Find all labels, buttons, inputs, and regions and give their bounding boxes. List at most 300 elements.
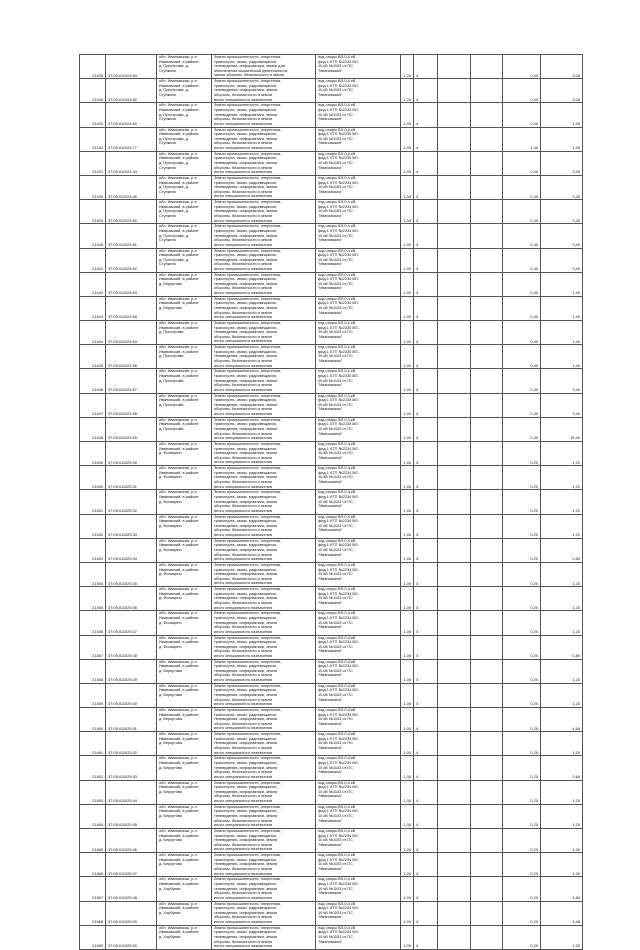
addr-line: Ивановский, в районе bbox=[159, 687, 199, 693]
permitted-use-cell bbox=[316, 272, 401, 296]
value-2-cell: 3,40 bbox=[541, 79, 583, 103]
empty-cell bbox=[471, 151, 503, 175]
value-2-cell: 3,40 bbox=[541, 224, 583, 248]
area-cell: 1,00 bbox=[401, 925, 414, 949]
cat-line: иного специального назначения bbox=[214, 628, 272, 634]
cat-line: транспорта, связи, радиовещания, bbox=[214, 590, 277, 596]
use-line: под опоры ВЛ-0,4 кВ bbox=[318, 368, 356, 374]
use-line: "Ивановская" bbox=[318, 720, 343, 726]
cat-line: обороны, безопасности и земли bbox=[214, 720, 272, 726]
address-cell bbox=[157, 442, 212, 466]
empty-cell bbox=[471, 296, 503, 320]
use-line: фид.1 КТП №2234 ВЛ- bbox=[318, 131, 359, 137]
cadastral-number-cell: 37:05:011025:34 bbox=[106, 538, 157, 562]
cat-line: телевидения, информатики, земли bbox=[214, 813, 278, 818]
use-line: 10 кВ №1103 от ПС bbox=[318, 813, 353, 818]
cat-line: обороны, безопасности и земли bbox=[214, 478, 272, 484]
permitted-use-cell bbox=[316, 79, 401, 103]
cat-line: Земли промышленности, энергетики, bbox=[214, 272, 282, 277]
use-line: 10 кВ №1103 от ПС bbox=[318, 184, 353, 190]
cat-line: транспорта, связи, радиовещания, bbox=[214, 639, 277, 645]
value-2-cell: 1,20 bbox=[541, 611, 583, 635]
cat-line: телевидения, информатики, земли bbox=[214, 740, 278, 746]
cadastral-number-cell: 37:05:011025:50 bbox=[106, 925, 157, 949]
permitted-use-cell bbox=[316, 683, 401, 707]
addr-line: д. Беркутово bbox=[159, 788, 183, 794]
addr-line: д. Беркутово bbox=[159, 861, 183, 867]
addr-line: обл. Ивановская, р-н bbox=[159, 296, 197, 301]
value-2-cell: 1,20 bbox=[541, 804, 583, 828]
permitted-use-cell bbox=[316, 200, 401, 224]
cat-line: иного специального назначения bbox=[214, 749, 272, 755]
use-line: 10 кВ №1103 от ПС bbox=[318, 716, 353, 722]
empty-cell bbox=[438, 296, 471, 320]
area-cell: 1,00 bbox=[401, 587, 414, 611]
use-line: под опоры ВЛ-0,4 кВ bbox=[318, 901, 356, 906]
cadastral-number-cell: 37:05:011024:50 bbox=[106, 200, 157, 224]
addr-line: д. Филицино bbox=[159, 619, 182, 625]
use-line: под опоры ВЛ-0,4 кВ bbox=[318, 296, 356, 301]
use-line: под опоры ВЛ-0,4 кВ bbox=[318, 54, 356, 59]
cat-line: Земли промышленности, энергетики, bbox=[214, 296, 282, 301]
cat-line: транспорта, связи, радиовещания, bbox=[214, 880, 277, 886]
addr-line: обл. Ивановская, р-н bbox=[159, 368, 197, 374]
value-2-cell: 3,40 bbox=[541, 369, 583, 393]
unit-cell: 4 bbox=[414, 151, 438, 175]
use-line: "Ивановская" bbox=[318, 624, 343, 630]
address-cell bbox=[157, 79, 212, 103]
value-2-cell: 1,40 bbox=[541, 272, 583, 296]
value-2-cell: 1,40 bbox=[541, 345, 583, 369]
use-line: под опоры ВЛ-0,4 кВ bbox=[318, 707, 356, 713]
cat-line: телевидения, информатики, земли bbox=[214, 401, 278, 407]
cat-line: Земли промышленности, энергетики, bbox=[214, 755, 282, 761]
cadastral-number-cell: 37:05:011025:40 bbox=[106, 683, 157, 707]
value-1-cell: 1,40 bbox=[503, 127, 541, 151]
use-line: фид.1 КТП №2234 ВЛ- bbox=[318, 614, 359, 620]
land-category-cell bbox=[212, 732, 316, 756]
cat-line: транспорта, связи, радиовещания, bbox=[214, 469, 277, 475]
table-row bbox=[80, 103, 583, 127]
cat-line: Земли промышленности, энергетики, bbox=[214, 465, 282, 471]
cat-line: телевидения, информатики, земли bbox=[214, 450, 278, 456]
cadastral-number-cell: 37:05:011025:37 bbox=[106, 611, 157, 635]
land-category-cell bbox=[212, 635, 316, 659]
unit-cell: 4 bbox=[414, 708, 438, 732]
addr-line: д. Пристрома, д. bbox=[159, 63, 189, 69]
cat-line: Земли промышленности, энергетики, bbox=[214, 489, 282, 495]
table-row bbox=[80, 321, 583, 345]
area-cell: 1,00 bbox=[401, 345, 414, 369]
cat-line: иного специального назначения bbox=[214, 725, 272, 731]
use-line: "Ивановская" bbox=[318, 793, 343, 799]
unit-cell: 4 bbox=[414, 490, 438, 514]
cadastral-number-cell: 37:05:011024:84 bbox=[106, 55, 157, 79]
empty-cell bbox=[471, 369, 503, 393]
address-cell bbox=[157, 514, 212, 538]
cat-line: телевидения, информатики, земли bbox=[214, 788, 278, 794]
value-1-cell: 0,20 bbox=[503, 925, 541, 949]
addr-line: д. Беркутово bbox=[159, 280, 183, 286]
use-line: "Ивановская" bbox=[318, 890, 343, 896]
empty-cell bbox=[438, 877, 471, 901]
cat-line: телевидения, информатики, земли bbox=[214, 256, 278, 262]
addr-line: Ступкино bbox=[159, 188, 176, 194]
empty-cell bbox=[438, 272, 471, 296]
cadastral-number-cell: 37:05:011024:56 bbox=[106, 345, 157, 369]
address-cell bbox=[157, 345, 212, 369]
cat-line: Земли промышленности, энергетики, bbox=[214, 925, 282, 930]
cat-line: Земли промышленности, энергетики, bbox=[214, 441, 282, 446]
cadastral-number-cell: 37:05:011025:42 bbox=[106, 732, 157, 756]
use-line: 10 кВ №1103 от ПС bbox=[318, 256, 353, 262]
use-line: фид.1 КТП №2234 ВЛ- bbox=[318, 929, 359, 935]
land-category-cell bbox=[212, 466, 316, 490]
cat-line: Земли промышленности, энергетики, bbox=[214, 223, 282, 229]
address-cell bbox=[157, 756, 212, 780]
table-row bbox=[80, 780, 583, 804]
value-1-cell: 0,20 bbox=[503, 756, 541, 780]
table-row bbox=[80, 804, 583, 828]
empty-cell bbox=[471, 683, 503, 707]
permitted-use-cell bbox=[316, 442, 401, 466]
value-1-cell: 0,40 bbox=[503, 103, 541, 127]
table-row bbox=[80, 417, 583, 441]
cat-line: транспорта, связи, радиовещания, bbox=[214, 155, 277, 161]
cat-line: транспорта, связи, радиовещания, bbox=[214, 131, 277, 137]
use-line: "Ивановская" bbox=[318, 237, 343, 243]
cadastral-number-cell: 37:05:011024:58 bbox=[106, 296, 157, 320]
value-2-cell: 1,20 bbox=[541, 780, 583, 804]
addr-line: обл. Ивановская, р-н bbox=[159, 852, 197, 858]
addr-line: д. Беркутово bbox=[159, 837, 183, 843]
cat-line: Земли промышленности, энергетики, bbox=[214, 248, 282, 253]
use-line: 10 кВ №1103 от ПС bbox=[318, 861, 353, 867]
cat-line: обеспечения космической деятельности, bbox=[214, 67, 289, 73]
unit-cell: 4 bbox=[414, 732, 438, 756]
addr-line: д. Пристрома, д. bbox=[159, 256, 189, 262]
use-line: 10 кВ №1103 от ПС bbox=[318, 111, 353, 117]
address-cell bbox=[157, 466, 212, 490]
use-line: фид.1 КТП №2234 ВЛ- bbox=[318, 300, 359, 306]
address-cell bbox=[157, 538, 212, 562]
addr-line: обл. Ивановская, р-н bbox=[159, 465, 197, 471]
area-cell: 1,00 bbox=[401, 708, 414, 732]
permitted-use-cell bbox=[316, 514, 401, 538]
cat-line: транспорта, связи, радиовещания, bbox=[214, 203, 277, 209]
value-1-cell: 0,20 bbox=[503, 611, 541, 635]
addr-line: Ивановский, в районе bbox=[159, 82, 199, 88]
cat-line: обороны, безопасности и земли bbox=[214, 745, 272, 751]
cat-line: транспорта, связи, радиовещания, bbox=[214, 518, 277, 524]
addr-line: Ступкино bbox=[159, 91, 176, 97]
area-cell: 1,00 bbox=[401, 200, 414, 224]
empty-cell bbox=[438, 708, 471, 732]
cat-line: телевидения, информатики, земли bbox=[214, 159, 278, 165]
addr-line: Ивановский, в районе bbox=[159, 614, 199, 620]
use-line: фид.1 КТП №2234 ВЛ- bbox=[318, 179, 359, 185]
land-category-cell bbox=[212, 200, 316, 224]
unit-cell: 4 bbox=[414, 683, 438, 707]
address-cell bbox=[157, 224, 212, 248]
value-1-cell: 0,20 bbox=[503, 708, 541, 732]
addr-line: Ивановский, в районе bbox=[159, 808, 199, 814]
address-cell bbox=[157, 369, 212, 393]
unit-cell: 4 bbox=[414, 79, 438, 103]
unit-cell: 4 bbox=[414, 393, 438, 417]
empty-cell bbox=[438, 853, 471, 877]
unit-cell: 4 bbox=[414, 780, 438, 804]
record-number-cell: 21464 bbox=[80, 804, 106, 828]
empty-cell bbox=[438, 732, 471, 756]
addr-line: обл. Ивановская, р-н bbox=[159, 248, 197, 253]
unit-cell: 4 bbox=[414, 103, 438, 127]
use-line: "Ивановская" bbox=[318, 503, 343, 509]
cat-line: иного специального назначения bbox=[214, 943, 272, 949]
empty-cell bbox=[471, 442, 503, 466]
record-number-cell: 21462 bbox=[80, 756, 106, 780]
land-category-cell bbox=[212, 756, 316, 780]
value-1-cell: 2,40 bbox=[503, 369, 541, 393]
value-1-cell: 0,40 bbox=[503, 272, 541, 296]
cat-line: транспорта, связи, радиовещания, bbox=[214, 663, 277, 669]
empty-cell bbox=[471, 79, 503, 103]
addr-line: д. Хорбуево bbox=[159, 909, 181, 915]
use-line: "Ивановская" bbox=[318, 285, 343, 291]
table-row bbox=[80, 635, 583, 659]
cat-line: иного специального назначения bbox=[214, 822, 272, 828]
addr-line: Ступкино bbox=[159, 164, 176, 170]
use-line: "Ивановская" bbox=[318, 164, 343, 170]
value-2-cell: 0,80 bbox=[541, 635, 583, 659]
use-line: 10 кВ №1103 от ПС bbox=[318, 135, 353, 141]
unit-cell: 4 bbox=[414, 635, 438, 659]
value-2-cell: 1,20 bbox=[541, 925, 583, 949]
cat-line: Земли промышленности, энергетики, bbox=[214, 659, 282, 664]
cat-line: иного специального назначения bbox=[214, 846, 272, 852]
use-line: фид.1 КТП №2234 ВЛ- bbox=[318, 880, 359, 886]
empty-cell bbox=[471, 853, 503, 877]
cat-line: Земли промышленности, энергетики, bbox=[214, 199, 282, 205]
record-number-cell: 21435 bbox=[80, 55, 106, 79]
empty-cell bbox=[471, 103, 503, 127]
cat-line: телевидения, информатики, земли bbox=[214, 861, 278, 867]
address-cell bbox=[157, 829, 212, 853]
permitted-use-cell bbox=[316, 345, 401, 369]
unit-cell: 4 bbox=[414, 659, 438, 683]
addr-line: обл. Ивановская, р-н bbox=[159, 828, 197, 833]
empty-cell bbox=[471, 200, 503, 224]
use-line: фид.1 КТП №2234 ВЛ- bbox=[318, 82, 359, 88]
cat-line: Земли промышленности, энергетики, bbox=[214, 707, 282, 713]
addr-line: обл. Ивановская, р-н bbox=[159, 393, 197, 398]
record-number-cell: 21452 bbox=[80, 514, 106, 538]
addr-line: д. Филицино bbox=[159, 474, 182, 480]
addr-line: обл. Ивановская, р-н bbox=[159, 320, 197, 326]
use-line: 10 кВ №1103 от ПС bbox=[318, 740, 353, 746]
land-category-cell bbox=[212, 925, 316, 949]
empty-cell bbox=[471, 175, 503, 199]
use-line: "Ивановская" bbox=[318, 358, 343, 364]
permitted-use-cell bbox=[316, 708, 401, 732]
use-line: под опоры ВЛ-0,4 кВ bbox=[318, 223, 356, 229]
permitted-use-cell bbox=[316, 587, 401, 611]
land-category-cell bbox=[212, 829, 316, 853]
use-line: 10 кВ №1103 от ПС bbox=[318, 232, 353, 238]
addr-line: обл. Ивановская, р-н bbox=[159, 441, 197, 446]
address-cell bbox=[157, 925, 212, 949]
area-cell: 1,00 bbox=[401, 538, 414, 562]
addr-line: Ивановский, в районе bbox=[159, 542, 199, 548]
cadastral-number-cell: 37:05:011024:77 bbox=[106, 127, 157, 151]
cadastral-number-cell: 37:05:011025:32 bbox=[106, 490, 157, 514]
use-line: 10 кВ №1103 от ПС bbox=[318, 837, 353, 843]
record-number-cell: 21457 bbox=[80, 635, 106, 659]
cat-line: Земли промышленности, энергетики, bbox=[214, 417, 282, 422]
area-cell: 1,00 bbox=[401, 853, 414, 877]
table-row bbox=[80, 345, 583, 369]
permitted-use-cell bbox=[316, 925, 401, 949]
land-category-cell bbox=[212, 538, 316, 562]
use-line: под опоры ВЛ-0,4 кВ bbox=[318, 731, 356, 737]
use-line: под опоры ВЛ-0,4 кВ bbox=[318, 199, 356, 205]
record-number-cell: 21431 bbox=[80, 151, 106, 175]
record-number-cell: 21445 bbox=[80, 345, 106, 369]
value-1-cell: 0,20 bbox=[503, 877, 541, 901]
empty-cell bbox=[471, 538, 503, 562]
record-number-cell: 21454 bbox=[80, 562, 106, 586]
empty-cell bbox=[438, 79, 471, 103]
use-line: 10 кВ №1103 от ПС bbox=[318, 329, 353, 335]
addr-line: обл. Ивановская, р-н bbox=[159, 901, 197, 906]
land-category-cell bbox=[212, 296, 316, 320]
record-number-cell: 21449 bbox=[80, 442, 106, 466]
cat-line: обороны, безопасности и земли bbox=[214, 769, 272, 775]
empty-cell bbox=[471, 804, 503, 828]
addr-line: Ивановский, в районе bbox=[159, 590, 199, 596]
cat-line: обороны, безопасности и земли bbox=[214, 551, 272, 557]
record-number-cell: 21458 bbox=[80, 659, 106, 683]
unit-cell: 4 bbox=[414, 829, 438, 853]
area-cell: 1,00 bbox=[401, 442, 414, 466]
value-2-cell: 1,20 bbox=[541, 829, 583, 853]
value-1-cell: 0,20 bbox=[503, 562, 541, 586]
cadastral-number-cell: 37:05:011025:41 bbox=[106, 708, 157, 732]
cat-line: Земли промышленности, энергетики, bbox=[214, 586, 282, 592]
use-line: 10 кВ №1103 от ПС bbox=[318, 619, 353, 625]
addr-line: обл. Ивановская, р-н bbox=[159, 54, 197, 59]
permitted-use-cell bbox=[316, 393, 401, 417]
cat-line: иного специального назначения bbox=[214, 144, 272, 150]
cat-line: Земли промышленности, энергетики, bbox=[214, 876, 282, 882]
value-2-cell: 1,20 bbox=[541, 442, 583, 466]
addr-line: обл. Ивановская, р-н bbox=[159, 876, 197, 882]
table-row bbox=[80, 490, 583, 514]
cat-line: Земли промышленности, энергетики, bbox=[214, 320, 282, 326]
use-line: фид.1 КТП №2234 ВЛ- bbox=[318, 155, 359, 161]
cadastral-number-cell: 37:05:011025:45 bbox=[106, 804, 157, 828]
addr-line: Ивановский, в районе bbox=[159, 373, 199, 379]
table-row bbox=[80, 224, 583, 248]
land-category-cell bbox=[212, 417, 316, 441]
cat-line: телевидения, информатики, земли bbox=[214, 329, 278, 335]
empty-cell bbox=[438, 466, 471, 490]
empty-cell bbox=[438, 587, 471, 611]
address-cell bbox=[157, 248, 212, 272]
use-line: под опоры ВЛ-0,4 кВ bbox=[318, 538, 356, 543]
addr-line: д. Беркутово bbox=[159, 716, 183, 722]
addr-line: Ивановский, в районе bbox=[159, 856, 199, 862]
cadastral-number-cell: 37:05:011025:43 bbox=[106, 756, 157, 780]
use-line: фид.1 КТП №2234 ВЛ- bbox=[318, 493, 359, 499]
cat-line: обороны, безопасности и земли bbox=[214, 164, 272, 170]
unit-cell: 4 bbox=[414, 417, 438, 441]
table-row bbox=[80, 466, 583, 490]
empty-cell bbox=[438, 683, 471, 707]
use-line: под опоры ВЛ-0,4 кВ bbox=[318, 804, 356, 809]
cadastral-number-cell: 37:05:011024:44 bbox=[106, 151, 157, 175]
cat-line: иного специального назначения bbox=[214, 120, 272, 126]
area-cell: 1,00 bbox=[401, 514, 414, 538]
cat-line: телевидения, информатики, земли bbox=[214, 885, 278, 891]
cat-line: транспорта, связи, радиовещания, bbox=[214, 493, 277, 499]
empty-cell bbox=[471, 514, 503, 538]
value-1-cell: 0,40 bbox=[503, 296, 541, 320]
use-line: под опоры ВЛ-0,4 кВ bbox=[318, 828, 356, 833]
use-line: под опоры ВЛ-0,4 кВ bbox=[318, 393, 356, 398]
cat-line: телевидения, информатики, земли bbox=[214, 667, 278, 673]
cat-line: обороны, безопасности и земли bbox=[214, 116, 272, 122]
empty-cell bbox=[438, 829, 471, 853]
area-cell: 1,00 bbox=[401, 248, 414, 272]
empty-cell bbox=[438, 321, 471, 345]
table-row bbox=[80, 683, 583, 707]
use-line: "Ивановская" bbox=[318, 430, 343, 436]
cat-line: телевидения, информатики, земли для bbox=[214, 63, 285, 69]
cat-line: телевидения, информатики, земли bbox=[214, 111, 278, 117]
area-cell: 1,00 bbox=[401, 829, 414, 853]
empty-cell bbox=[438, 127, 471, 151]
area-cell: 1,00 bbox=[401, 151, 414, 175]
cat-line: обороны, безопасности и земли bbox=[214, 793, 272, 799]
use-line: "Ивановская" bbox=[318, 841, 343, 847]
permitted-use-cell bbox=[316, 877, 401, 901]
cat-line: транспорта, связи, радиовещания, bbox=[214, 421, 277, 427]
cat-line: иного специального назначения bbox=[214, 169, 272, 175]
cat-line: обороны, безопасности и земли bbox=[214, 91, 272, 97]
address-cell bbox=[157, 611, 212, 635]
cat-line: транспорта, связи, радиовещания, bbox=[214, 445, 277, 451]
area-cell: 1,00 bbox=[401, 901, 414, 925]
use-line: 10 кВ №1103 от ПС bbox=[318, 498, 353, 504]
use-line: фид.1 КТП №2234 ВЛ- bbox=[318, 905, 359, 911]
record-number-cell: 21432 bbox=[80, 127, 106, 151]
table-row bbox=[80, 296, 583, 320]
unit-cell: 4 bbox=[414, 877, 438, 901]
table-row bbox=[80, 925, 583, 949]
cat-line: иного специального назначения bbox=[214, 652, 272, 658]
cat-line: обороны, безопасности и земли bbox=[214, 599, 272, 605]
unit-cell: 4 bbox=[414, 127, 438, 151]
addr-line: Ступкино bbox=[159, 116, 176, 122]
use-line: фид.1 КТП №2234 ВЛ- bbox=[318, 106, 359, 112]
cat-line: телевидения, информатики, земли bbox=[214, 716, 278, 722]
cat-line: иного специального назначения bbox=[214, 217, 272, 223]
addr-line: Ивановский, в районе bbox=[159, 639, 199, 645]
addr-line: Ивановский, в районе bbox=[159, 663, 199, 669]
use-line: фид.1 КТП №2234 ВЛ- bbox=[318, 252, 359, 258]
land-category-cell bbox=[212, 853, 316, 877]
